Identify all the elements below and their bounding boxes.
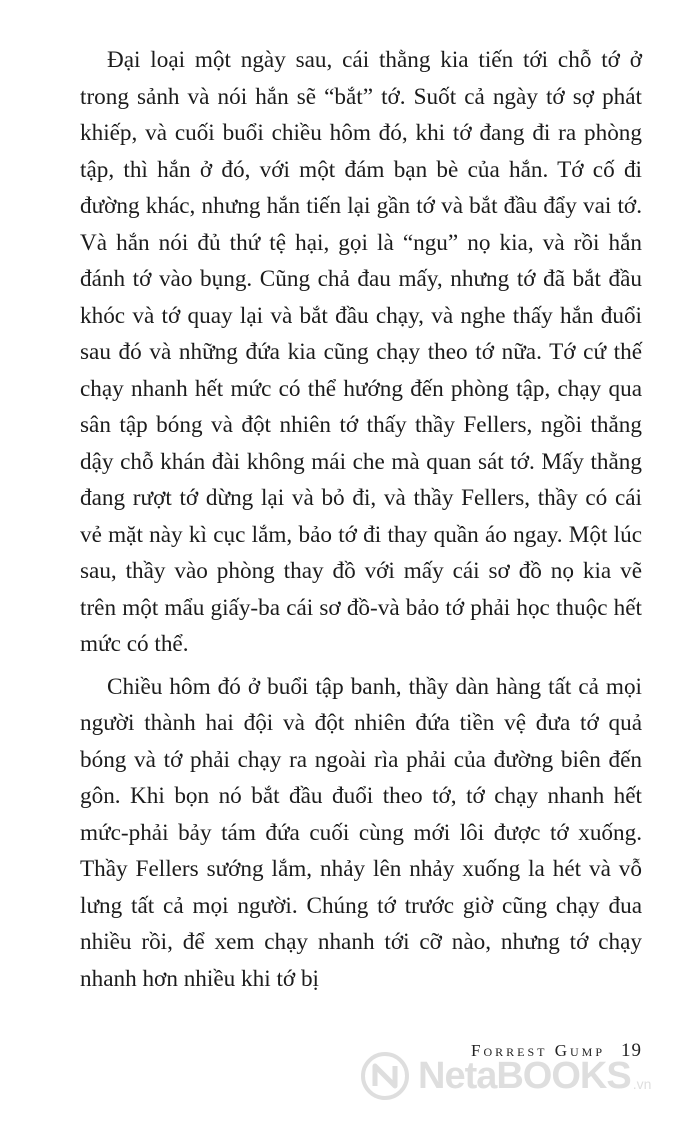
running-title: Forrest Gump <box>471 1041 605 1060</box>
paragraph-1: Đại loại một ngày sau, cái thằng kia tiến tới chỗ tớ ở trong sảnh và nói hắn sẽ “bắt” tớ. Suốt cả ngày tớ sợ phát khiếp, và cuối buổi chiều hôm đó, khi tớ đang đi ra phòng tập, thì hắn ở đó, với một đám bạn bè của hắn. Tớ cố đi đường khác, nhưng hắn tiến lại gần tớ và bắt đầu đẩy vai tớ. Và hắn nói đủ thứ tệ hại, gọi là “ngu” nọ kia, và rồi hắn đánh tớ vào bụng. Cũng chả đau mấy, nhưng tớ đã bắt đầu khóc và tớ quay lại và bắt đầu chạy, và nghe thấy hắn đuổi sau đó và những đứa kia cũng chạy theo tớ nữa. Tớ cứ thế chạy nhanh hết mức có thể hướng đến phòng tập, chạy qua sân tập bóng và đột nhiên tớ thấy thầy Fellers, ngồi thẳng dậy chỗ khán đài không mái che mà quan sát tớ. Mấy thằng đang rượt tớ dừng lại và bỏ đi, và thầy Fellers, thầy có cái vẻ mặt này kì cục lắm, bảo tớ đi thay quần áo ngay. Một lúc sau, thầy vào phòng thay đồ với mấy cái sơ đồ nọ kia vẽ trên một mẩu giấy-ba cái sơ đồ-và bảo tớ phải học thuộc hết mức có thể. <box>80 47 642 657</box>
netabooks-logo-icon <box>360 1051 410 1101</box>
running-footer <box>471 1040 642 1062</box>
paragraph-2: Chiều hôm đó ở buổi tập banh, thầy dàn hàng tất cả mọi người thành hai đội và đột nhiên đứa tiền vệ đưa tớ quả bóng và tớ phải chạy ra ngoài rìa phải của đường biên đến gôn. Khi bọn nó bắt đầu đuổi theo tớ, tớ chạy nhanh hết mức-phải bảy tám đứa cuối cùng mới lôi được tớ xuống. Thầy Fellers sướng lắm, nhảy lên nhảy xuống la hét và vỗ lưng tất cả mọi người. Chúng tớ trước giờ cũng chạy đua nhiều rồi, để xem chạy nhanh tới cỡ nào, nhưng tớ chạy nhanh hơn nhiều khi tớ bị <box>80 673 642 992</box>
book-page <box>80 42 642 997</box>
page-number: 19 <box>621 1040 642 1061</box>
body-text <box>80 42 642 997</box>
watermark-brand: NetaBOOKS <box>418 1054 631 1097</box>
watermark-domain: .vn <box>632 1076 652 1092</box>
